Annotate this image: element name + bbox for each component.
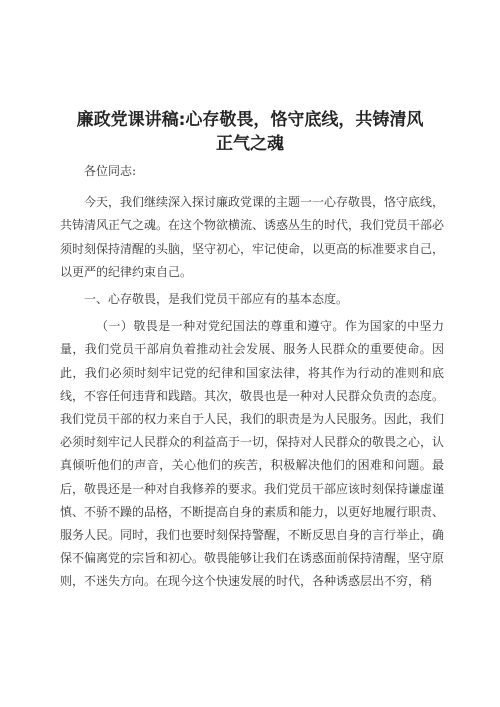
- document-title: [60, 108, 440, 156]
- document-body: [60, 160, 444, 598]
- title-line-2: 正气之魂: [216, 134, 284, 154]
- salutation: 各位同志:: [84, 164, 137, 178]
- title-line-1: 廉政党课讲稿:心存敬畏，恪守底线，共铸清风: [76, 110, 424, 130]
- paragraph-intro: 今天，我们继续深入探讨廉政党课的主题一一心存敬畏，恪守底线，共铸清风正气之魂。在这个物欲横流、诱惑丛生的时代，我们党员干部必须时刻保持清醒的头脑，坚守初心，牢记使命，以更高的标准要求自己，以更严的纪律约束自己。: [60, 195, 445, 279]
- paragraph-section-1-1: （一）敬畏是一种对党纪国法的尊重和遵守。作为国家的中坚力量，我们党员干部肩负着推动社会发展、服务人民群众的重要使命。因此，我们必须时刻牢记党的纪律和国家法律，将其作为行动的准则和底线，不容任何违背和践踏。其次，敬畏也是一种对人民群众负责的态度。我们党员干部的权力来自于人民，我们的职责是为人民服务。因此，我们必须时刻牢记人民群众的利益高于一切，保持对人民群众的敬畏之心，认真倾听他们的声音，关心他们的疾苦，积极解决他们的困难和问题。最后，敬畏还是一种对自我修养的要求。我们党员干部应该时刻保持谦虚谨慎、不骄不躁的品格，不断提高自身的素质和能力，以更好地履行职责、服务人民。同时，我们也要时刻保持警醒，不断反思自身的言行举止，确保不偏离党的宗旨和初心。敬畏能够让我们在诱惑面前保持清醒，坚守原则，不迷失方向。在现今这个快速发展的时代，各种诱惑层出不穷，稍: [60, 319, 445, 589]
- section-heading-1: 一、心存敬畏，是我们党员干部应有的基本态度。: [84, 292, 349, 307]
